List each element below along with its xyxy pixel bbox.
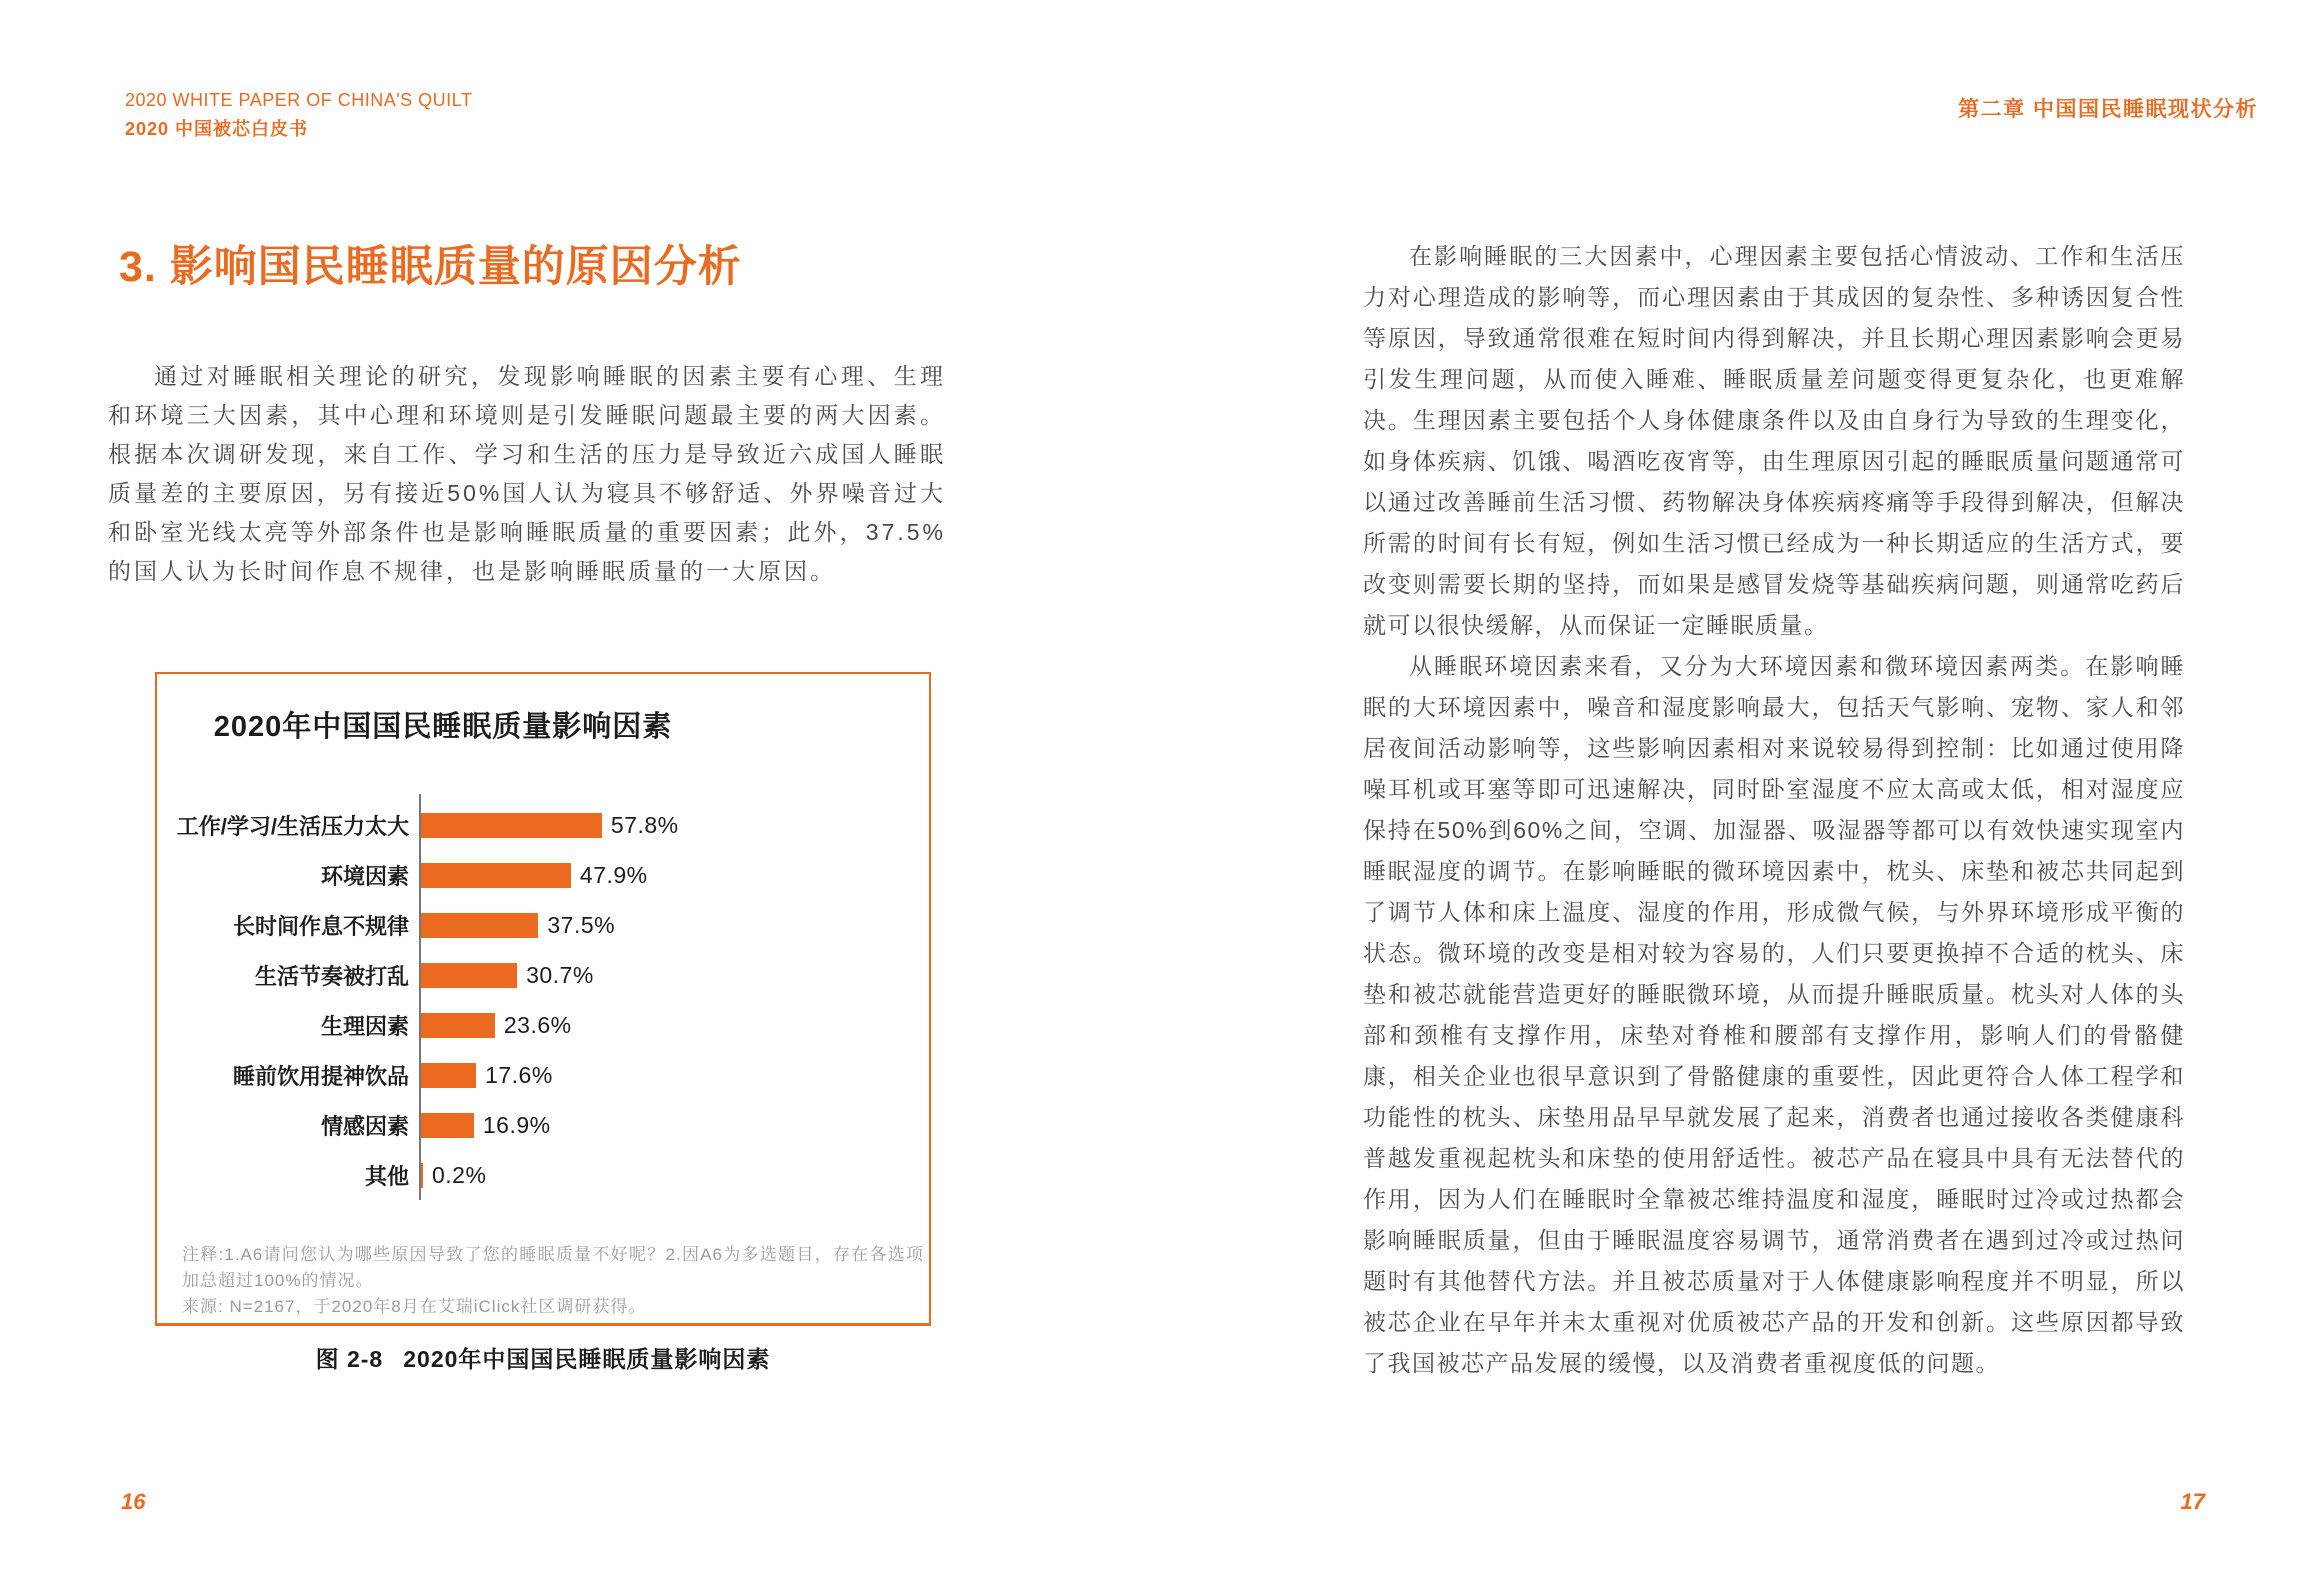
- page-number-left: 16: [121, 1489, 146, 1514]
- figure-caption: [155, 1341, 931, 1374]
- chart-figure: [155, 672, 931, 1326]
- header-title-en: 2020 WHITE PAPER OF CHINA'S QUILT: [125, 90, 473, 110]
- right-body-paragraph-1: 在影响睡眠的三大因素中，心理因素主要包括心情波动、工作和生活压力对心理造成的影响等，而心理因素由于其成因的复杂性、多种诱因复合性等原因，导致通常很难在短时间内得到解决，并且长期心理因素影响会更易引发生理问题，从而使入睡难、睡眠质量差问题变得更复杂化，也更难解决。生理因素主要包括个人身体健康条件以及由自身行为导致的生理变化，如身体疾病、饥饿、喝酒吃夜宵等，由生理原因引起的睡眠质量问题通常可以通过改善睡前生活习惯、药物解决身体疾病疼痛等手段得到解决，但解决所需的时间有长有短，例如生活习惯已经成为一种长期适应的生活方式，要改变则需要长期的坚持，而如果是感冒发烧等基础疾病问题，则通常吃药后就可以很快缓解，从而保证一定睡眠质量。: [1363, 243, 2185, 638]
- section-title: 3. 影响国民睡眠质量的原因分析: [119, 243, 742, 291]
- bar-row: [157, 900, 925, 950]
- bar: [421, 1013, 495, 1038]
- bar: [421, 1113, 474, 1138]
- bar-value-label: 57.8%: [610, 811, 679, 838]
- bar-category-label: 其他: [364, 1163, 409, 1189]
- chart-source-text: 来源: N=2167，于2020年8月在艾瑞iClick社区调研获得。: [182, 1297, 647, 1316]
- bar-row: [157, 850, 925, 900]
- bar-value-label: 23.6%: [503, 1011, 572, 1038]
- bar: [421, 1163, 423, 1188]
- bar-value-label: 47.9%: [579, 861, 648, 888]
- chart-footnote: [182, 1242, 924, 1320]
- bar-row: [157, 1000, 925, 1050]
- bar-value-label: 37.5%: [547, 911, 616, 938]
- left-body-paragraph: 通过对睡眠相关理论的研究，发现影响睡眠的因素主要有心理、生理和环境三大因素，其中心理和环境则是引发睡眠问题最主要的两大因素。根据本次调研发现，来自工作、学习和生活的压力是导致近六成国人睡眠质量差的主要原因，另有接近50%国人认为寝具不够舒适、外界噪音过大和卧室光线太亮等外部条件也是影响睡眠质量的重要因素；此外，37.5%的国人认为长时间作息不规律，也是影响睡眠质量的一大原因。: [108, 363, 946, 584]
- bar-category-label: 环境因素: [320, 863, 409, 889]
- bar-row: [157, 800, 925, 850]
- running-header-right: 第二章 中国国民睡眠现状分析: [1958, 98, 2258, 121]
- bar-row: [157, 1050, 925, 1100]
- bar-value-label: 17.6%: [485, 1061, 553, 1088]
- running-header-left: [125, 90, 472, 141]
- chart-title: 2020年中国国民睡眠质量影响因素: [213, 711, 673, 743]
- bar-value-label: 0.2%: [432, 1161, 487, 1188]
- bar: [421, 1063, 476, 1088]
- bar-row: [157, 1150, 925, 1200]
- bar-category-label: 睡前饮用提神饮品: [232, 1063, 409, 1089]
- figure-caption-title: 2020年中国国民睡眠质量影响因素: [403, 1346, 771, 1372]
- right-body-column: [1363, 236, 2185, 1384]
- bar-category-label: 生理因素: [320, 1013, 409, 1039]
- bar-row: [157, 1100, 925, 1150]
- page-number-right: 17: [2180, 1489, 2205, 1514]
- bar: [421, 913, 538, 938]
- bar-category-label: 工作/学习/生活压力太大: [176, 813, 409, 839]
- bar: [421, 963, 517, 988]
- bar-category-label: 生活节奏被打乱: [254, 963, 409, 989]
- bar: [421, 813, 602, 838]
- bar-category-label: 长时间作息不规律: [232, 913, 409, 939]
- bar-value-label: 30.7%: [526, 961, 594, 988]
- figure-caption-number: 图 2-8: [315, 1346, 384, 1372]
- bar: [421, 863, 571, 888]
- bar-row: [157, 950, 925, 1000]
- chart-plot: [157, 800, 925, 1200]
- bar-category-label: 情感因素: [320, 1113, 409, 1139]
- bar-value-label: 16.9%: [482, 1111, 551, 1138]
- right-body-paragraph-2: 从睡眠环境因素来看，又分为大环境因素和微环境因素两类。在影响睡眠的大环境因素中，噪音和湿度影响最大，包括天气影响、宠物、家人和邻居夜间活动影响等，这些影响因素相对来说较易得到控制：比如通过使用降噪耳机或耳塞等即可迅速解决，同时卧室湿度不应太高或太低，相对湿度应保持在50%到60%之间，空调、加湿器、吸湿器等都可以有效快速实现室内睡眠湿度的调节。在影响睡眠的微环境因素中，枕头、床垫和被芯共同起到了调节人体和床上温度、湿度的作用，形成微气候，与外界环境形成平衡的状态。微环境的改变是相对较为容易的，人们只要更换掉不合适的枕头、床垫和被芯就能营造更好的睡眠微环境，从而提升睡眠质量。枕头对人体的头部和颈椎有支撑作用，床垫对脊椎和腰部有支撑作用，影响人们的骨骼健康，相关企业也很早意识到了骨骼健康的重要性，因此更符合人体工程学和功能性的枕头、床垫用品早早就发展了起来，消费者也通过接收各类健康科普越发重视起枕头和床垫的使用舒适性。被芯产品在寝具中具有无法替代的作用，因为人们在睡眠时全靠被芯维持温度和湿度，睡眠时过冷或过热都会影响睡眠质量，但由于睡眠温度容易调节，通常消费者在遇到过冷或过热问题时有其他替代方法。并且被芯质量对于人体健康影响程度并不明显，所以被芯企业在早年并未太重视对优质被芯产品的开发和创新。这些原因都导致了我国被芯产品发展的缓慢，以及消费者重视度低的问题。: [1363, 653, 2185, 1376]
- header-title-cn: 2020 中国被芯白皮书: [125, 119, 309, 139]
- chart-note-text: 注释:1.A6请问您认为哪些原因导致了您的睡眠质量不好呢？2.因A6为多选题目，存在各选项加总超过100%的情况。: [182, 1245, 924, 1290]
